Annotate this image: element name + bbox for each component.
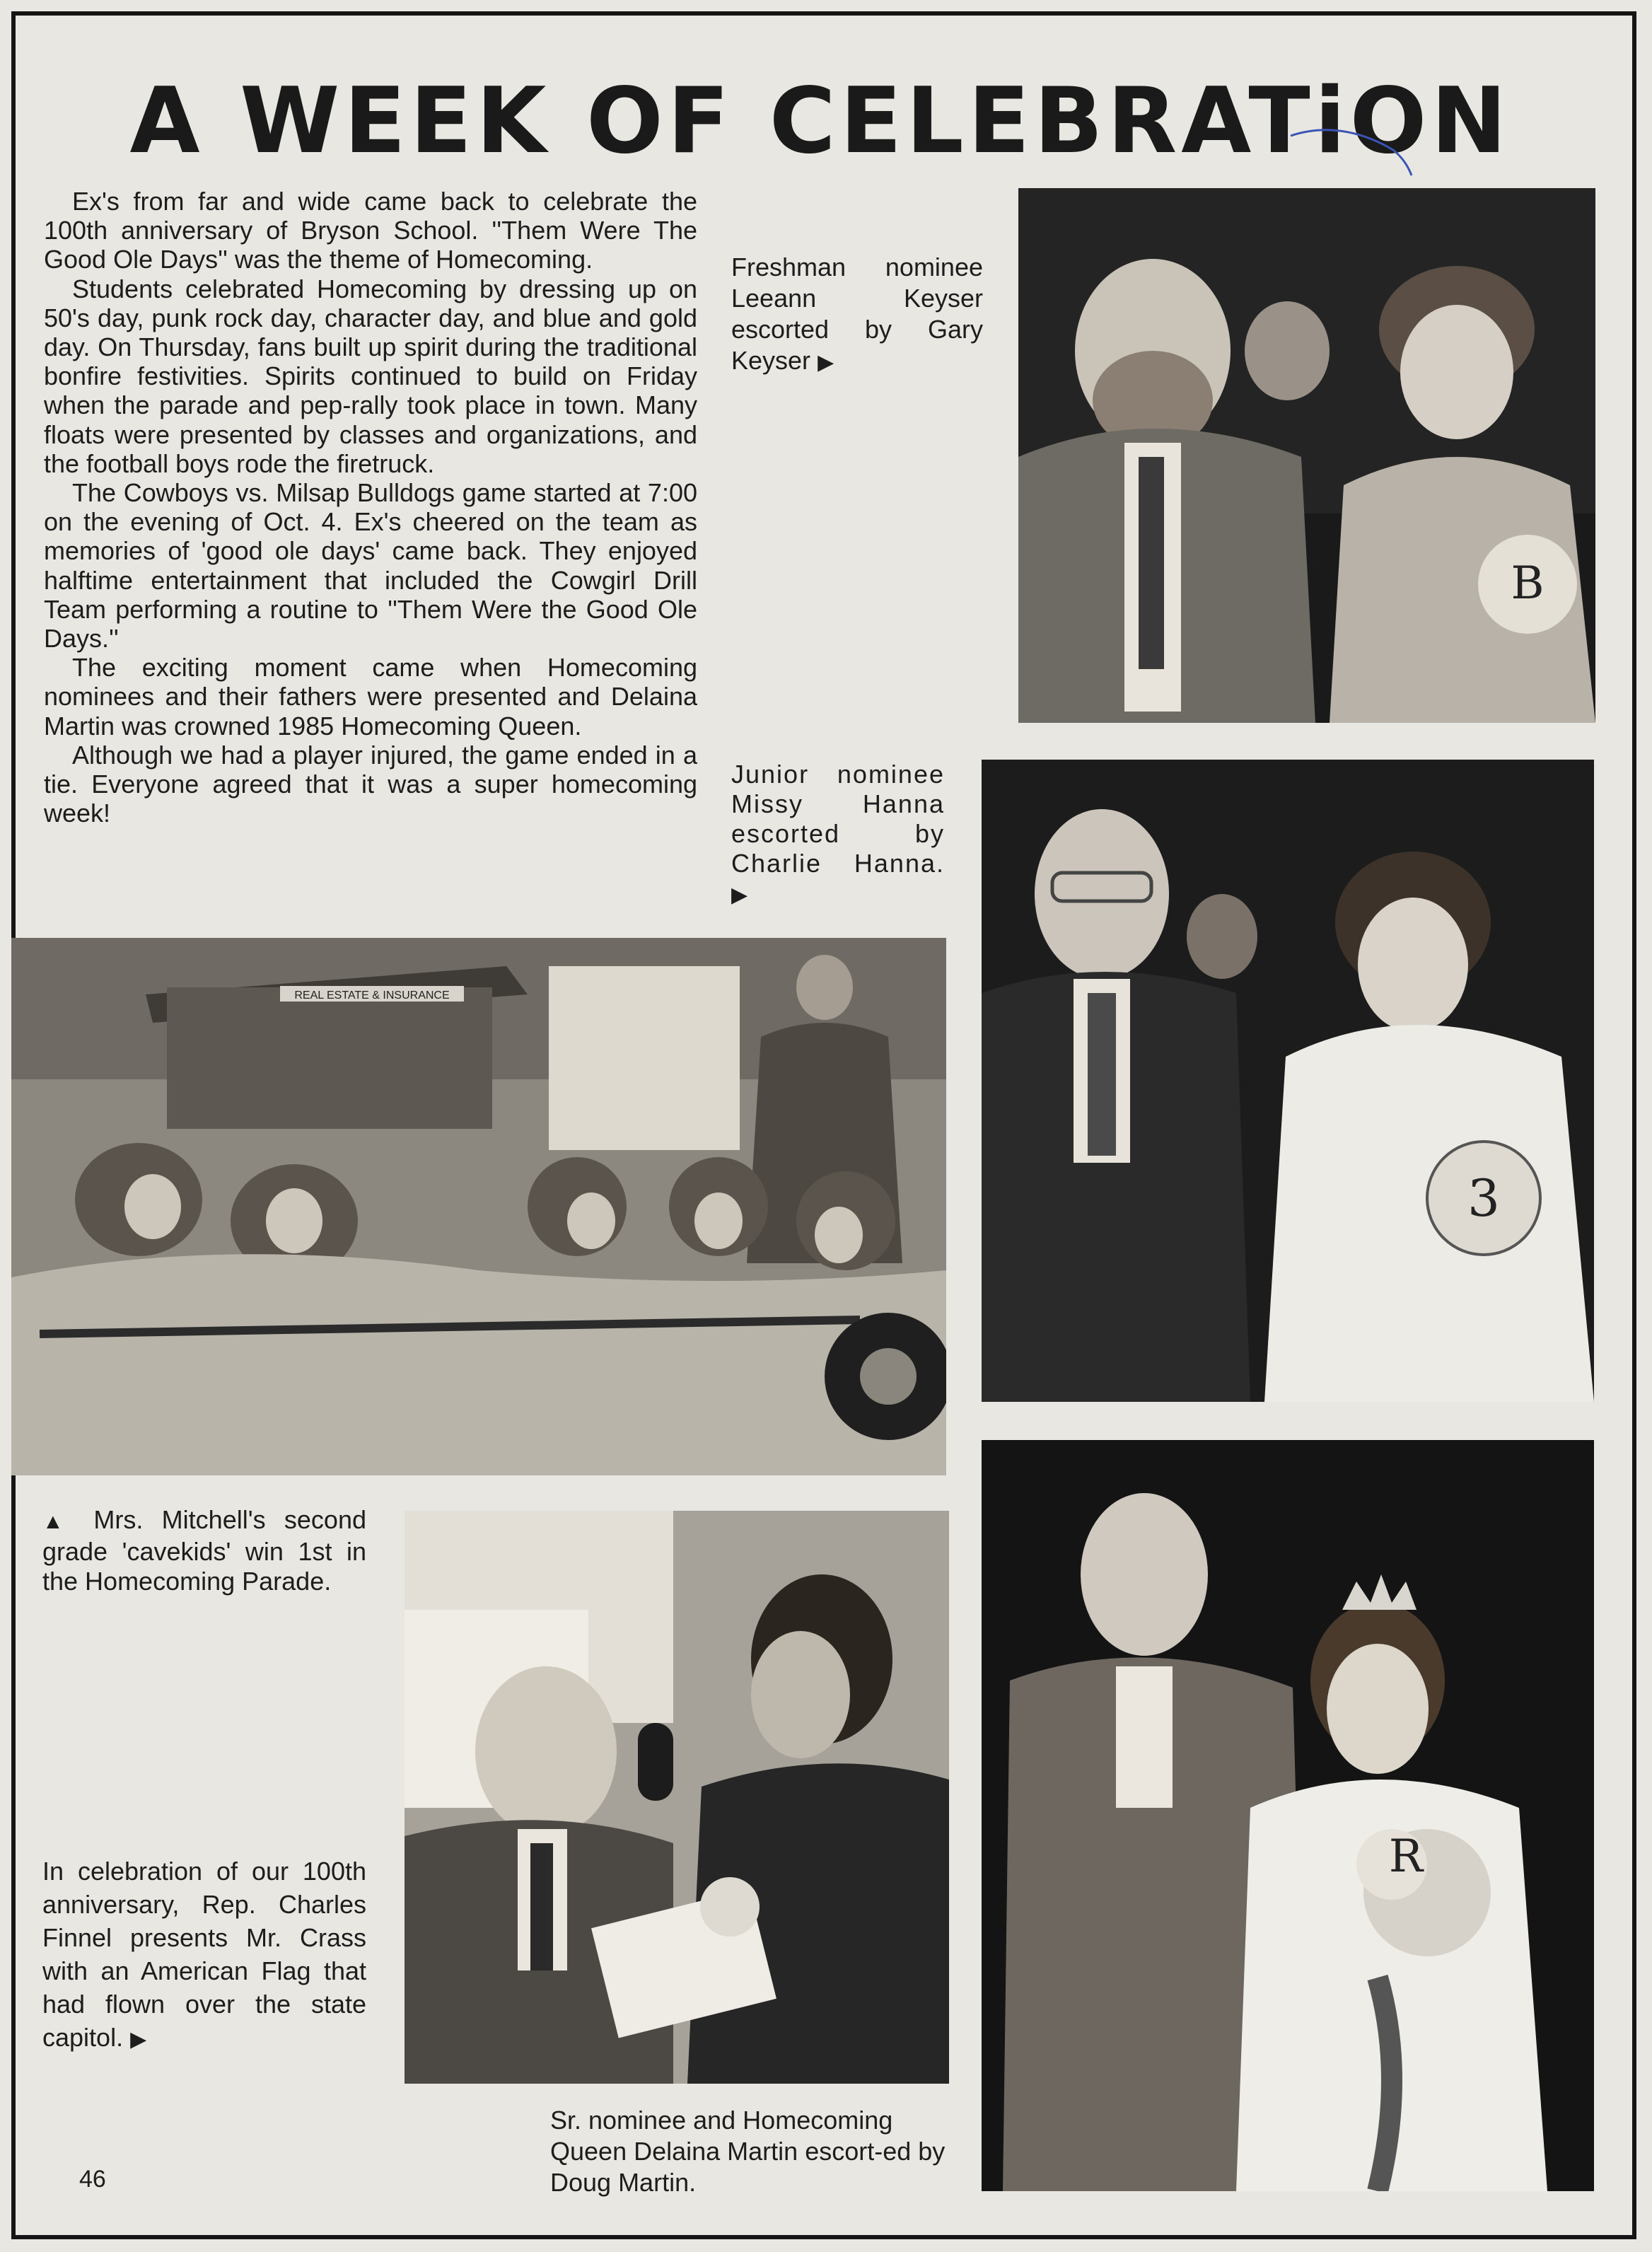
arrow-right-icon: ▶ <box>130 2028 147 2051</box>
story-paragraph: Although we had a player injured, the game ended in a tie. Everyone agreed that it was a super homecoming week! <box>44 740 697 828</box>
photo-flag-presentation <box>405 1511 949 2084</box>
photo-freshman-graphic <box>1018 188 1595 723</box>
arrow-right-icon: ▶ <box>818 351 834 374</box>
caption-junior: Junior nominee Missy Hanna escorted by Charlie Hanna. ▶ <box>731 760 945 907</box>
photo-junior-nominee <box>982 760 1594 1402</box>
senior-sash-letter: R <box>1388 1830 1424 1883</box>
arrow-up-icon: ▲ <box>42 1510 76 1533</box>
story-paragraph: The exciting moment came when Homecoming nominees and their fathers were presented and Delaina Martin was crowned 1985 Homecoming Queen. <box>44 653 697 741</box>
photo-freshman-nominee <box>1018 188 1595 723</box>
photo-homecoming-queen <box>982 1440 1594 2191</box>
caption-senior: Sr. nominee and Homecoming Queen Delaina Martin escort-ed by Doug Martin. <box>550 2106 946 2197</box>
photo-parade-graphic <box>11 938 946 1475</box>
story-paragraph: Ex's from far and wide came back to celebrate the 100th anniversary of Bryson School. ''Them Were The Good Ole Days'' was the theme of Homecoming. <box>44 187 697 274</box>
photo-homecoming-parade <box>11 938 946 1475</box>
story-paragraph: The Cowboys vs. Milsap Bulldogs game started at 7:00 on the evening of Oct. 4. Ex's cheered on the team as memories of 'good ole days' came back. They enjoyed halftime entertainment that included the Cowgirl Drill Team performing a routine to ''Them Were the Good Ole Days.'' <box>44 478 697 654</box>
story-paragraph: Students celebrated Homecoming by dressing up on 50's day, punk rock day, character day, and blue and gold day. On Thursday, fans built up spirit during the traditional bonfire festivities. Spirits continued to build on Friday when the parade and pep-rally took place in town. Many floats were presented by classes and organizations, and the football boys rode the firetruck. <box>44 274 697 478</box>
photo-junior-graphic <box>982 760 1594 1402</box>
caption-freshman: Freshman nominee Leeann Keyser escorted by Gary Keyser ▶ <box>731 253 983 375</box>
freshman-sash-letter: B <box>1511 557 1545 610</box>
caption-parade: ▲ Mrs. Mitchell's second grade 'cavekids' win 1st in the Homecoming Parade. <box>42 1505 366 1596</box>
photo-queen-graphic <box>982 1440 1594 2191</box>
photo-flag-graphic <box>405 1511 949 2084</box>
page-title: A WEEK OF CELEBRATiON <box>129 68 1511 174</box>
caption-flag: In celebration of our 100th anniversary, Rep. Charles Finnel presents Mr. Crass with an American Flag that had flown over the state capitol. ▶ <box>42 1857 366 2052</box>
junior-sash-number: 3 <box>1467 1168 1500 1228</box>
page-number: 46 <box>79 2166 106 2193</box>
arrow-right-icon: ▶ <box>731 883 750 907</box>
pen-mark-icon <box>1287 122 1414 178</box>
story-text <box>44 187 697 828</box>
parade-sign-text: REAL ESTATE & INSURANCE <box>294 989 450 1002</box>
